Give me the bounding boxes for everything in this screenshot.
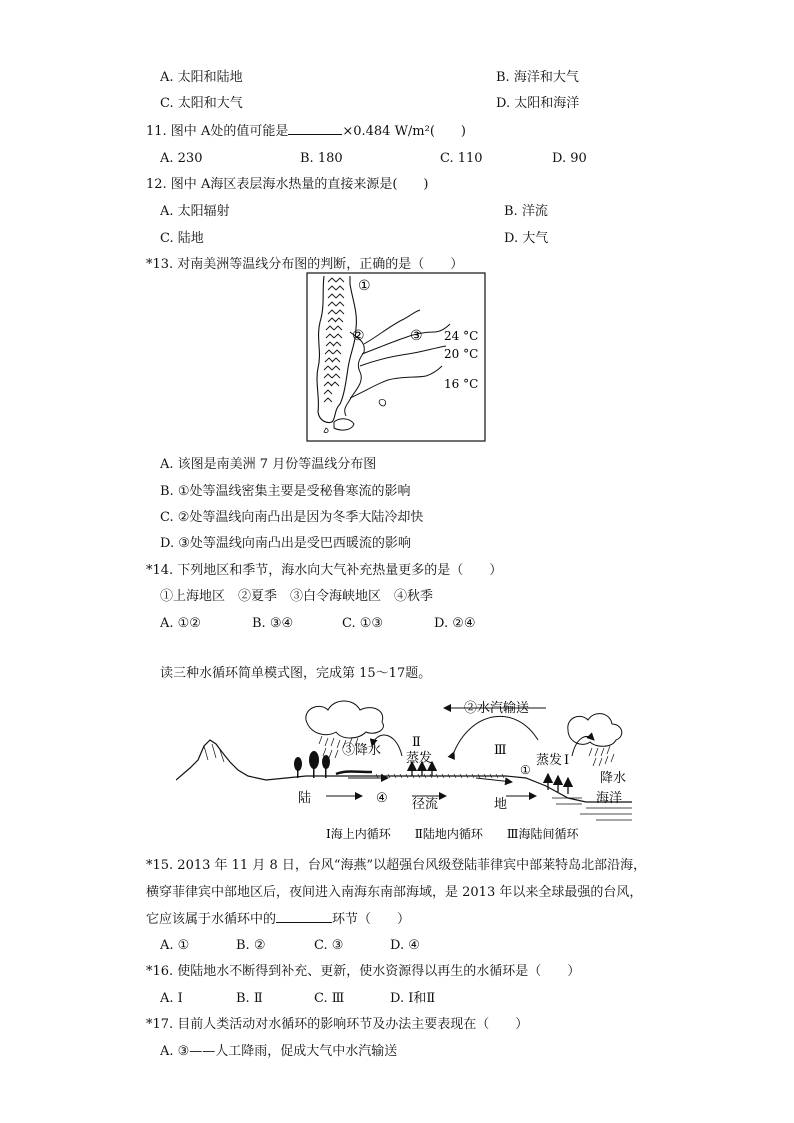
- label-precip-sea: 降水: [600, 771, 627, 786]
- q10-option-c: C. 太阳和大气: [160, 96, 243, 111]
- q14-option-a: A. ①②: [160, 616, 201, 631]
- q15-answer-blank: [276, 910, 332, 923]
- q13-stem: *13. 对南美洲等温线分布图的判断，正确的是（ ）: [146, 257, 464, 272]
- map-label-2: ②: [352, 328, 365, 344]
- q14-items: ①上海地区 ②夏季 ③白令海峡地区 ④秋季: [160, 589, 434, 604]
- q13-option-d: D. ③处等温线向南凸出是受巴西暖流的影响: [160, 536, 411, 551]
- q17-stem: *17. 目前人类活动对水循环的影响环节及办法主要表现在（ ）: [146, 1017, 529, 1032]
- water-cycle-diagram: [176, 690, 632, 840]
- q16-option-d: D. Ⅰ和Ⅱ: [390, 991, 436, 1006]
- q16-option-c: C. Ⅲ: [314, 991, 345, 1006]
- q15-option-d: D. ④: [390, 938, 420, 953]
- label-evap-land: 蒸发: [406, 751, 433, 766]
- label-roman-3: Ⅲ: [494, 743, 507, 758]
- label-roman-2: Ⅱ: [412, 735, 421, 750]
- q16-stem: *16. 使陆地水不断得到补充、更新，使水资源得以再生的水循环是（ ）: [146, 964, 581, 979]
- q11-stem-pre: 11. 图中 A处的值可能是: [146, 124, 289, 139]
- label-ocean: 海洋: [596, 791, 623, 806]
- isotherm-label-16: 16 °C: [444, 377, 479, 391]
- q15-option-b: B. ②: [236, 938, 266, 953]
- q10-option-a: A. 太阳和陆地: [160, 70, 243, 85]
- label-roman-1: Ⅰ: [564, 753, 570, 768]
- q14-option-b: B. ③④: [252, 616, 294, 631]
- q14-option-c: C. ①③: [342, 616, 384, 631]
- q17-option-a: A. ③——人工降雨，促成大气中水汽输送: [160, 1044, 398, 1059]
- q14-stem: *14. 下列地区和季节，海水向大气补充热量更多的是（ ）: [146, 563, 503, 578]
- q15-stem-post: 环节（ ）: [332, 912, 411, 927]
- section-intro: 读三种水循环简单模式图，完成第 15～17题。: [160, 666, 432, 681]
- q13-option-a: A. 该图是南美洲 7 月份等温线分布图: [160, 457, 377, 472]
- label-legend: Ⅰ海上内循环 Ⅱ陆地内循环 Ⅲ海陆间循环: [326, 827, 579, 840]
- q12-stem: 12. 图中 A海区表层海水热量的直接来源是( ): [146, 177, 429, 192]
- q16-option-b: B. Ⅱ: [236, 991, 263, 1006]
- q16-option-a: A. Ⅰ: [160, 991, 183, 1006]
- label-precip-land: ③降水: [342, 743, 382, 758]
- q15-stem-line2: 横穿菲律宾中部地区后，夜间进入南海东南部海域，是 2013 年以来全球最强的台风，: [146, 885, 643, 900]
- label-di: 地: [494, 797, 508, 812]
- q11-option-a: A. 230: [160, 151, 203, 166]
- q15-stem-pre: 它应该属于水循环中的: [146, 912, 277, 927]
- q13-option-c: C. ②处等温线向南凸出是因为冬季大陆冷却快: [160, 510, 424, 525]
- isotherm-label-24: 24 °C: [444, 329, 479, 343]
- q15-option-c: C. ③: [314, 938, 344, 953]
- q11-answer-blank: [288, 122, 342, 135]
- south-america-isotherm-map: [306, 272, 486, 442]
- q15-option-a: A. ①: [160, 938, 190, 953]
- q13-option-b: B. ①处等温线密集主要是受秘鲁寒流的影响: [160, 484, 411, 499]
- q11-stem-post: ×0.484 W/m²( ): [342, 124, 466, 139]
- q12-option-b: B. 洋流: [504, 204, 548, 219]
- label-runoff: 径流: [412, 797, 439, 812]
- q12-option-d: D. 大气: [504, 231, 549, 246]
- q11-stem: [146, 122, 466, 141]
- map-label-1: ①: [358, 278, 371, 294]
- q12-option-c: C. 陆地: [160, 231, 204, 246]
- q10-option-d: D. 太阳和海洋: [496, 96, 580, 111]
- q10-option-b: B. 海洋和大气: [496, 70, 579, 85]
- q11-option-c: C. 110: [440, 151, 483, 166]
- q11-option-b: B. 180: [300, 151, 343, 166]
- q12-option-a: A. 太阳辐射: [160, 204, 230, 219]
- q11-option-d: D. 90: [552, 151, 587, 166]
- label-lu: 陆: [298, 791, 312, 806]
- label-circle-1: ①: [520, 763, 531, 777]
- q14-option-d: D. ②④: [434, 616, 476, 631]
- map-label-3: ③: [410, 328, 423, 344]
- q15-stem-line1: *15. 2013 年 11 月 8 日，台风“海燕”以超强台风级登陆菲律宾中部莱特岛北部沿海，: [146, 858, 647, 873]
- isotherm-label-20: 20 °C: [444, 347, 479, 361]
- label-evap-sea: 蒸发: [536, 753, 563, 768]
- q15-stem-line3: [146, 910, 410, 929]
- label-circle-4: ④: [376, 791, 388, 806]
- label-vapor-transport: ②水汽输送: [464, 701, 530, 716]
